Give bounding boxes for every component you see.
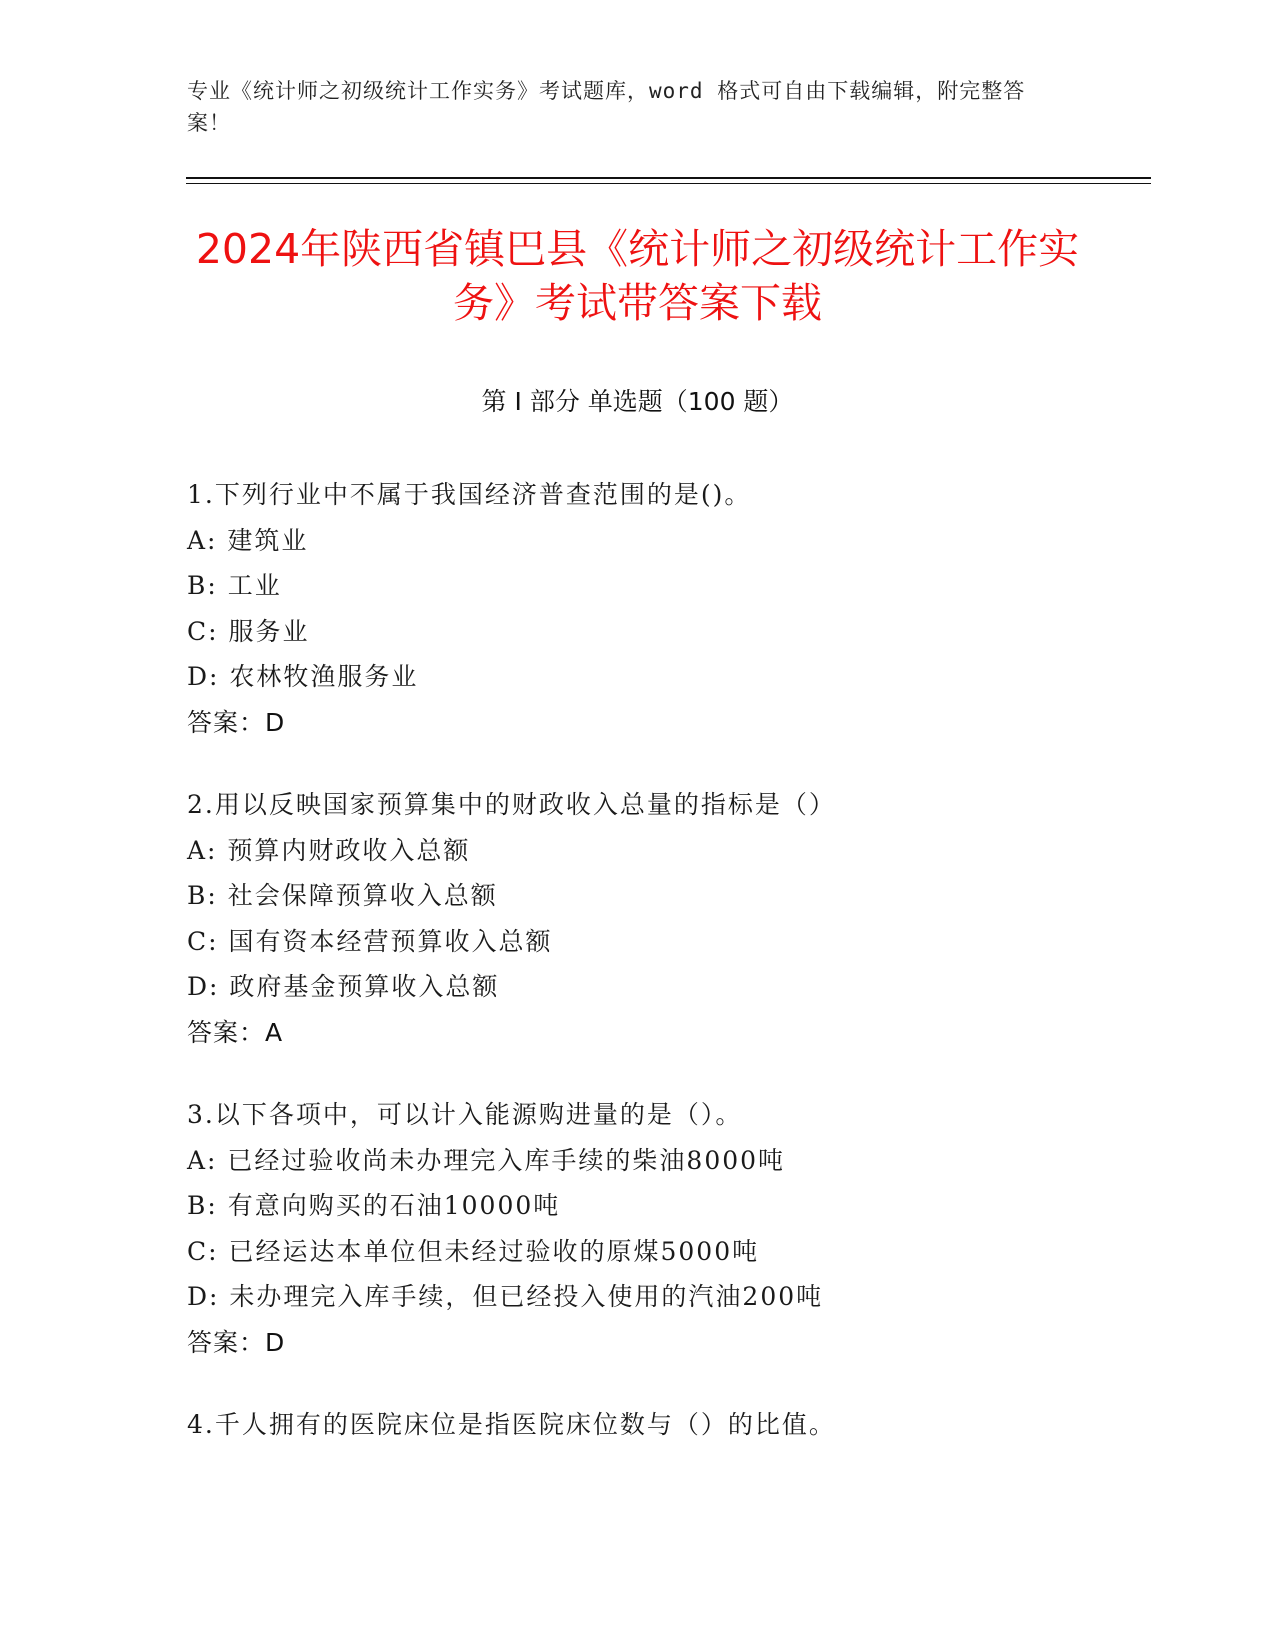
question-2: [187, 782, 1137, 1055]
answer-line: 答案：D: [187, 707, 286, 737]
question-stem: 1.下列行业中不属于我国经济普查范围的是()。: [187, 480, 752, 509]
question-4: [187, 1402, 1137, 1448]
option-b: B: 工业: [187, 571, 282, 600]
question-stem: 4.千人拥有的医院床位是指医院床位数与（）的比值。: [187, 1410, 836, 1439]
answer-line: 答案：D: [187, 1327, 286, 1357]
question-1: [187, 472, 1137, 745]
header-divider-thin: [186, 183, 1151, 184]
option-d: D: 农林牧渔服务业: [187, 662, 419, 691]
header-note: 专业《统计师之初级统计工作实务》考试题库，word 格式可自由下载编辑，附完整答案！: [187, 79, 1026, 135]
section-heading: 第 I 部分 单选题（100 题）: [481, 387, 794, 416]
option-a: A: 预算内财政收入总额: [187, 835, 471, 865]
option-d: D: 未办理完入库手续，但已经投入使用的汽油200吨: [187, 1282, 824, 1311]
question-stem: 3.以下各项中，可以计入能源购进量的是（）。: [187, 1100, 743, 1129]
option-d: D: 政府基金预算收入总额: [187, 972, 500, 1001]
option-c: C: 服务业: [187, 616, 310, 646]
option-c: C: 已经运达本单位但未经过验收的原煤5000吨: [187, 1236, 760, 1266]
question-3: [187, 1092, 1137, 1365]
answer-line: 答案：A: [187, 1017, 284, 1047]
option-a: A: 已经过验收尚未办理完入库手续的柴油8000吨: [187, 1145, 786, 1175]
document-title: 2024年陕西省镇巴县《统计师之初级统计工作实务》考试带答案下载: [195, 225, 1080, 327]
question-stem: 2.用以反映国家预算集中的财政收入总量的指标是（）: [187, 790, 836, 819]
option-c: C: 国有资本经营预算收入总额: [187, 926, 553, 956]
option-a: A: 建筑业: [187, 525, 309, 555]
question-list: [187, 472, 1137, 1485]
option-b: B: 有意向购买的石油10000吨: [187, 1191, 561, 1220]
option-b: B: 社会保障预算收入总额: [187, 881, 498, 910]
header-divider-thick: [186, 177, 1151, 179]
